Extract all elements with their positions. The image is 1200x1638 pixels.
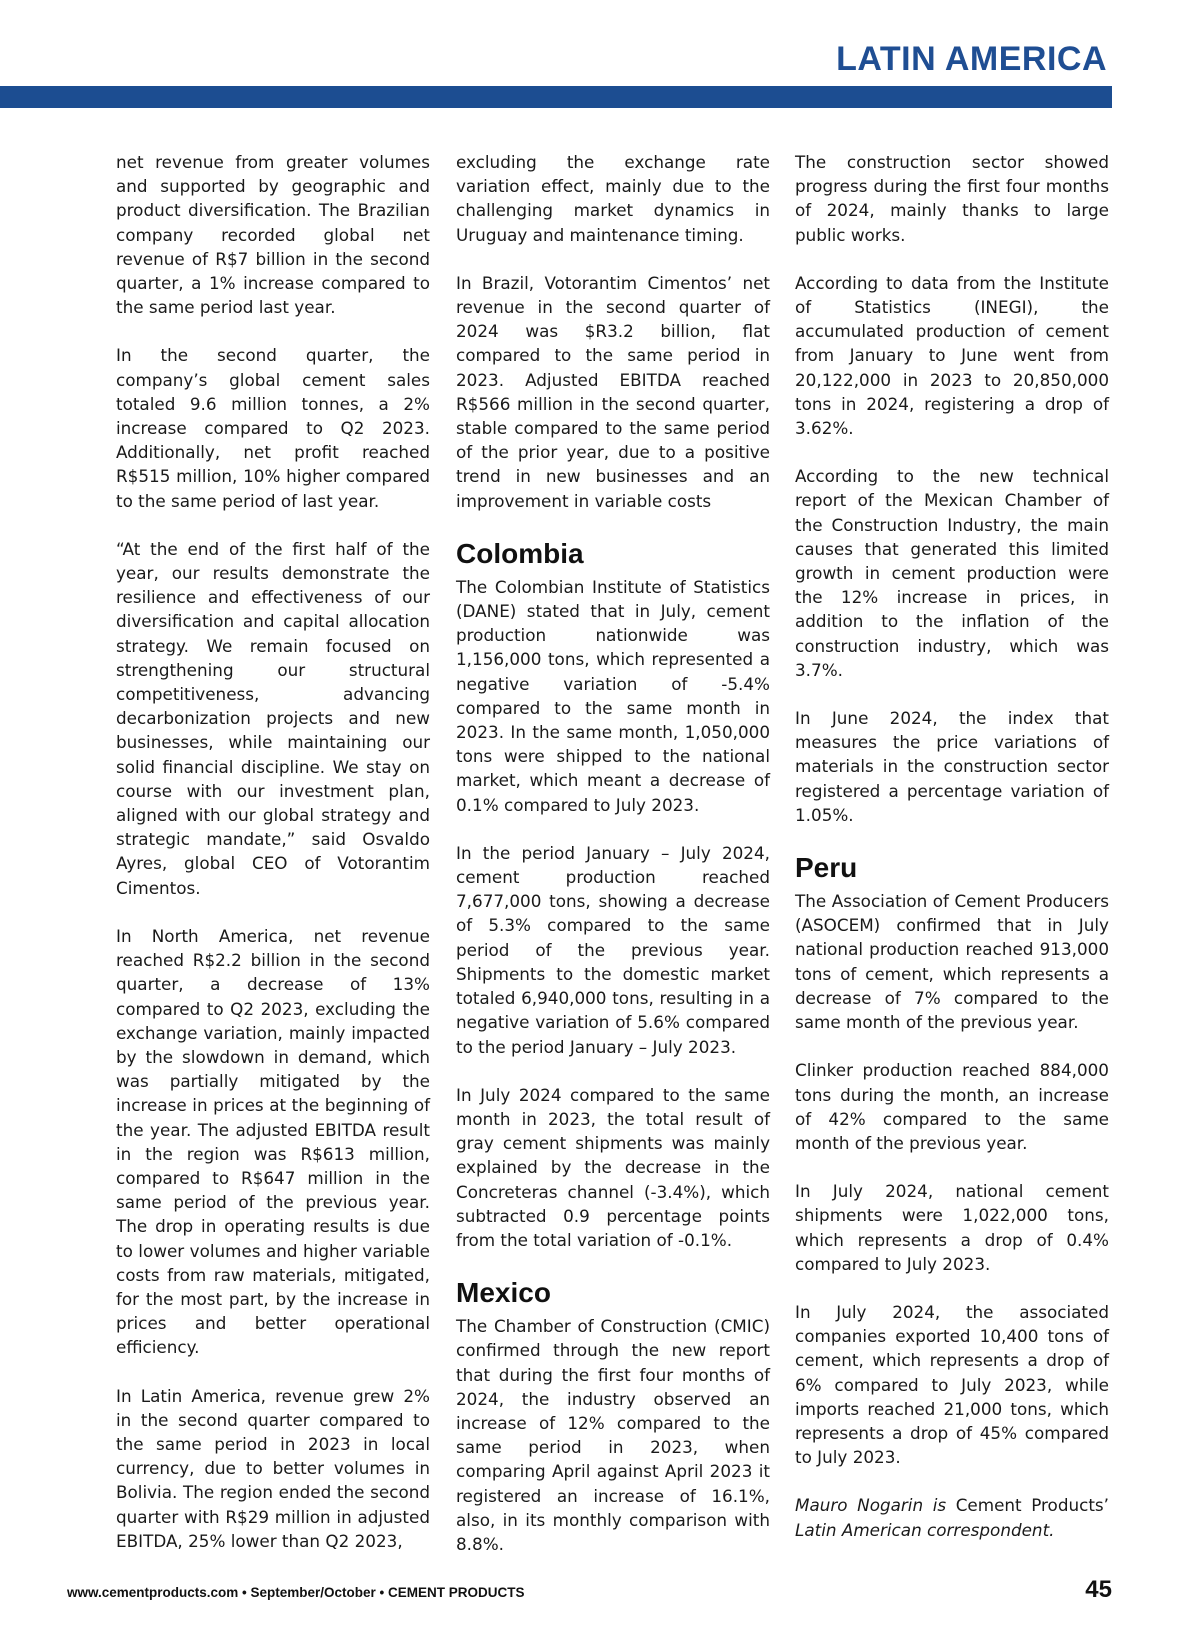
paragraph: The construction sector showed progress during the first four months of 2024, mainly thanks to large public works. xyxy=(795,152,1109,245)
section-title: LATIN AMERICA xyxy=(836,40,1107,78)
byline-suffix: Latin American correspondent. xyxy=(795,1519,1055,1540)
paragraph: In July 2024, the associated companies exported 10,400 tons of cement, which represents a drop of 6% compared to July 2023, while imports reached 21,000 tons, which represents a drop of 45% compared to July 2023. xyxy=(795,1301,1109,1468)
paragraph: excluding the exchange rate variation effect, mainly due to the challenging market dynamics in Uruguay and maintenance timing. xyxy=(456,152,770,245)
heading-peru: Peru xyxy=(795,852,858,884)
paragraph: In the period January – July 2024, cement production reached 7,677,000 tons, showing a decrease of 5.3% compared to the same period of the previous year. Shipments to the domestic market totaled 6,940,000 tons, resulting in a negative variation of 5.6% compared to the period January – July 2023. xyxy=(456,842,770,1057)
paragraph: In Latin America, revenue grew 2% in the second quarter compared to the same period in 2023 in local currency, due to better volumes in Bolivia. The region ended the second quarter with R$29 million in adjusted EBITDA, 25% lower than Q2 2023, xyxy=(116,1385,430,1551)
paragraph: The Chamber of Construction (CMIC) confirmed through the new report that during the first four months of 2024, the industry observed an increase of 12% compared to the same period in 2023, when comparing April against April 2023 it registered an increase of 16.1%, also, in its monthly comparison with 8.8%. xyxy=(456,1316,770,1554)
paragraph: In July 2024, national cement shipments were 1,022,000 tons, which represents a drop of 0.4% compared to July 2023. xyxy=(795,1181,1109,1274)
paragraph: In the second quarter, the company’s global cement sales totaled 9.6 million tonnes, a 2% increase compared to Q2 2023. Additionally, net profit reached R$515 million, 10% higher compared to the same period of last year. xyxy=(116,345,430,511)
paragraph: In July 2024 compared to the same month in 2023, the total result of gray cement shipments was mainly explained by the decrease in the Concreteras channel (-3.4%), which subtracted 0.9 percentage points from the total variation of -0.1%. xyxy=(456,1084,770,1250)
byline-role: Cement Products’ xyxy=(955,1495,1109,1516)
byline-is: is xyxy=(923,1495,956,1516)
header-rule-bar xyxy=(0,86,1112,108)
paragraph: According to data from the Institute of Statistics (INEGI), the accumulated production of cement from January to June went from 20,122,000 in 2023 to 20,850,000 tons in 2024, registering a drop of 3.62%. xyxy=(795,272,1109,439)
paragraph: In June 2024, the index that measures the price variations of materials in the construction sector registered a percentage variation of 1.05%. xyxy=(795,708,1109,825)
heading-mexico: Mexico xyxy=(456,1277,551,1309)
paragraph: The Association of Cement Producers (ASOCEM) confirmed that in July national production reached 913,000 tons of cement, which represents a decrease of 7% compared to the same month of the previous year. xyxy=(795,891,1109,1033)
paragraph: net revenue from greater volumes and supported by geographic and product diversification. The Brazilian company recorded global net revenue of R$7 billion in the second quarter, a 1% increase compared to the same period last year. xyxy=(116,152,430,318)
footer-publication-line: www.cementproducts.com • September/October • CEMENT PRODUCTS xyxy=(67,1585,525,1600)
paragraph: The Colombian Institute of Statistics (DANE) stated that in July, cement production nationwide was 1,156,000 tons, which represented a negative variation of -5.4% compared to the same month in 2023. In the same month, 1,050,000 tons were shipped to the national market, which meant a decrease of 0.1% compared to July 2023. xyxy=(456,576,770,815)
column-middle xyxy=(456,150,770,1580)
paragraph: “At the end of the first half of the year, our results demonstrate the resilience and effectiveness of our diversification and capital allocation strategy. We remain focused on strengthening our structural competitiveness, advancing decarbonization projects and new businesses, while maintaining our solid financial discipline. We stay on course with our investment plan, aligned with our global strategy and strategic mandate,” said Osvaldo Ayres, global CEO of Votorantim Cimentos. xyxy=(116,538,430,898)
paragraph: According to the new technical report of the Mexican Chamber of the Construction Industry, the main causes that generated this limited growth in cement production were the 12% increase in prices, in addition to the inflation of the construction industry, which was 3.7%. xyxy=(795,466,1109,680)
paragraph: In Brazil, Votorantim Cimentos’ net revenue in the second quarter of 2024 was $R3.2 billion, flat compared to the same period in 2023. Adjusted EBITDA reached R$566 million in the second quarter, stable compared to the same period of the prior year, due to a positive trend in new businesses and an improvement in variable costs xyxy=(456,272,770,511)
column-left xyxy=(116,150,430,1577)
byline-author: Mauro Nogarin xyxy=(795,1495,924,1516)
column-right xyxy=(795,150,1109,1566)
heading-colombia: Colombia xyxy=(456,537,584,569)
paragraph: In North America, net revenue reached R$2.2 billion in the second quarter, a decrease of 13% compared to Q2 2023, excluding the exchange variation, mainly impacted by the slowdown in demand, which was partially mitigated by the increase in prices at the beginning of the year. The adjusted EBITDA result in the region was R$613 million, compared to R$647 million in the same period of the previous year. The drop in operating results is due to lower volumes and higher variable costs from raw materials, mitigated, for the most part, by the increase in prices and better operational efficiency. xyxy=(116,925,430,1358)
paragraph: Clinker production reached 884,000 tons during the month, an increase of 42% compared to the same month of the previous year. xyxy=(795,1060,1109,1153)
author-byline xyxy=(795,1493,1109,1541)
page-number: 45 xyxy=(1085,1576,1112,1603)
